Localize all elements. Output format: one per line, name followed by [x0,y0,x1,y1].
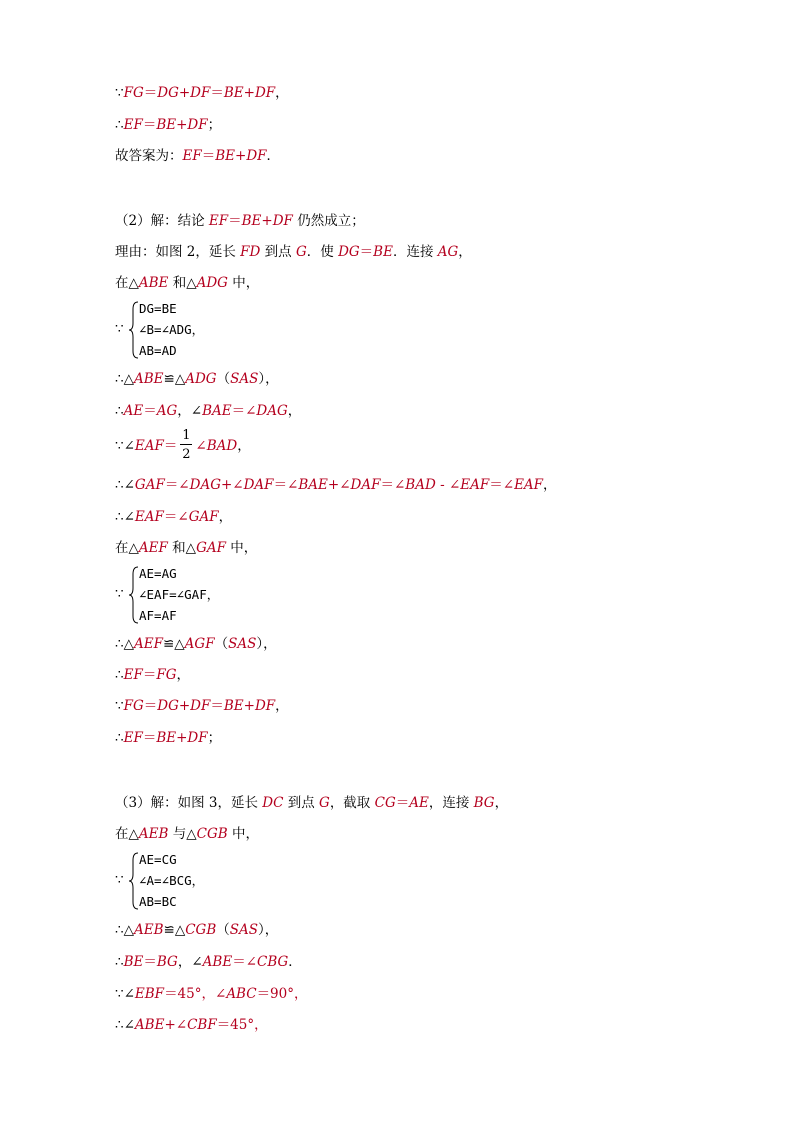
text-segment: ）， [258,922,279,938]
text-segment: ＝90°， [256,986,308,1002]
text-segment: FG [123,85,144,101]
text-segment: + [235,148,247,164]
text-line [115,666,190,684]
text-segment: ＝ [359,244,374,260]
text-segment: 在△ [115,275,139,291]
text-segment: FG [156,667,177,683]
system-row: AF=AF [139,608,177,623]
text-line [115,212,365,230]
text-segment: +∠ [164,1017,188,1033]
text-segment: ＝ [142,730,157,746]
text-segment: AGF [184,636,215,652]
text-segment: DF [187,730,208,746]
text-segment: ＝ [143,403,157,419]
text-line [115,1016,268,1034]
text-segment: ＝∠ [231,403,257,419]
text-segment: + [178,698,191,714]
text-segment: ADG [196,275,228,291]
text-segment: ∵∠ [115,438,135,454]
text-segment: （ [214,636,229,652]
text-segment: ABE [133,371,164,387]
text-segment: EAF [134,438,164,454]
text-segment: ≌△ [163,922,186,938]
text-segment: +∠ [327,477,351,493]
text-segment: BE [156,117,177,133]
text-segment: AE [123,403,144,419]
text-segment: AEF [133,636,163,652]
text-segment: ABE [134,1017,165,1033]
text-segment: ∴∠ [115,1017,135,1033]
text-segment: + [243,698,255,714]
text-segment: ∵ [115,698,124,714]
text-segment: ＝∠ [164,477,190,493]
text-segment: ． [288,954,302,970]
text-line [115,116,221,134]
text-segment: （2）解：结论 [115,213,209,229]
text-segment: ≌△ [163,371,186,387]
equation-system [115,566,315,624]
text-segment: 中， [227,275,260,291]
text-segment: ABC [226,986,257,1002]
text-segment: ， [543,477,557,493]
text-line [115,697,289,715]
text-segment: BE [123,954,144,970]
text-segment: SAS [230,371,259,387]
text-segment: ∵∠ [115,986,135,1002]
text-segment: FG [123,698,144,714]
text-segment: 在△ [115,540,139,556]
text-segment: ＝ [142,667,157,683]
text-segment: ADG [185,371,217,387]
text-line [115,402,301,420]
text-line [115,635,277,653]
text-segment: ＝ [163,438,178,454]
text-segment: + [243,85,255,101]
text-segment: ＝∠ [380,477,406,493]
text-segment: +∠ [220,477,244,493]
text-segment: SAS [228,636,257,652]
text-line [115,428,251,462]
text-segment: DG [157,698,179,714]
text-line [115,147,280,165]
text-segment: ＝ [228,213,242,229]
text-segment: ∴ [115,954,124,970]
text-segment: EF [123,117,143,133]
text-segment: 到点 [260,244,296,260]
system-row: ∠A=∠BCG， [139,873,205,888]
text-segment: ≌△ [162,636,185,652]
text-segment: AE [409,795,429,811]
text-segment: - ∠ [435,477,461,493]
system-row: ∠B=∠ADG， [139,322,205,337]
text-segment: DG [338,244,360,260]
text-segment: ∴∠ [115,509,135,525]
text-segment: ＝ [210,85,224,101]
text-segment: GAF [196,540,226,556]
text-segment: AEB [133,922,164,938]
system-row: ∠EAF=∠GAF， [139,587,220,602]
fraction-one-half: $\frac{1}{2}$ [182,428,191,462]
text-segment: DF [187,117,208,133]
text-segment: AG [437,244,459,260]
text-line [115,274,259,292]
text-line [115,508,232,526]
text-segment: SAS [229,922,259,938]
text-segment: GAF [188,509,219,525]
text-segment: ，截取 [329,795,375,811]
text-segment: + [261,213,273,229]
text-segment: BE [241,213,262,229]
text-line [115,539,257,557]
text-segment: CBF [187,1017,217,1033]
text-segment: ，∠ [177,403,203,419]
text-segment: （ [216,371,231,387]
text-segment: AEB [138,826,169,842]
text-segment: BE [156,730,177,746]
text-segment: AEF [138,540,168,556]
text-segment: EAF [134,509,164,525]
text-segment: DF [272,213,293,229]
text-segment: ； [207,730,222,746]
text-segment: BAD [405,477,436,493]
text-segment: ）， [258,371,279,387]
text-segment: 和△ [167,540,197,556]
text-segment: DAF [243,477,274,493]
text-segment: 仍然成立； [292,213,365,229]
text-segment: ， [494,795,509,811]
text-segment: AG [156,403,178,419]
equation-system [115,852,315,910]
because-symbol: ∵ [115,321,124,337]
text-segment: EF [208,213,229,229]
text-segment: DF [246,148,267,164]
text-line [115,825,259,843]
text-segment: BAE [202,403,232,419]
text-segment: FD [240,244,261,260]
line-part [115,438,177,454]
text-segment: ∴∠ [115,477,135,493]
text-segment: 到点 [283,795,320,811]
left-brace-icon [129,566,139,624]
text-segment: EAF [514,477,544,493]
text-segment: CBG [257,954,289,970]
line-part [195,438,250,454]
text-segment: ＝ [143,954,157,970]
text-segment: EF [182,148,202,164]
text-line [115,476,557,494]
text-line [115,921,278,939]
text-line [115,243,472,261]
because-symbol: ∵ [115,586,124,602]
text-segment: BG [473,795,495,811]
text-segment: EF [123,667,143,683]
text-line [115,84,289,102]
text-segment: EF [123,730,143,746]
text-segment: ＝ [210,698,224,714]
text-segment: CGB [185,922,217,938]
text-segment: ∴△ [115,922,134,938]
text-segment: ＝ [143,85,158,101]
text-line [115,794,508,812]
text-segment: 理由：如图 2，延长 [115,244,241,260]
text-line [115,985,308,1003]
text-segment: ； [207,117,222,133]
text-segment: ∴△ [115,371,134,387]
text-segment: ．使 [306,244,339,260]
text-segment: BAE [298,477,328,493]
text-segment: ， [237,438,251,454]
text-segment: ∴△ [115,636,134,652]
system-row: AB=AD [139,343,177,358]
text-segment: DC [262,795,284,811]
text-segment: ， [287,403,302,419]
text-segment: DG [157,85,179,101]
text-line [115,370,279,388]
text-segment: ＝45°，∠ [164,986,227,1002]
because-symbol: ∵ [115,872,124,888]
text-segment: DAG [256,403,288,419]
text-segment: ABE [138,275,169,291]
text-segment: ＝∠ [273,477,299,493]
text-segment: BE [373,244,393,260]
text-line [115,729,221,747]
text-segment: + [176,730,188,746]
text-segment: ． [266,148,281,164]
text-segment: 和△ [168,275,197,291]
text-segment: 故答案为： [115,148,183,164]
left-brace-icon [129,301,139,359]
text-segment: ， [218,509,233,525]
text-segment: ∠ [195,438,207,454]
text-segment: ＝∠ [489,477,515,493]
text-segment: CGB [196,826,228,842]
left-brace-icon [129,852,139,910]
text-segment: ＝ [395,795,410,811]
text-segment: ）， [256,636,277,652]
text-segment: ∵ [115,85,124,101]
text-segment: + [178,85,191,101]
text-segment: ＝ [201,148,216,164]
text-segment: ＝∠ [163,509,189,525]
text-segment: （3）解：如图 3，延长 [115,795,263,811]
text-segment: ＝ [142,117,157,133]
text-segment: ABE [202,954,233,970]
text-segment: EAF [460,477,490,493]
text-line [115,953,302,971]
text-segment: BG [156,954,178,970]
system-row: AE=AG [139,566,177,581]
text-segment: DF [190,698,211,714]
text-segment: ＝45°， [216,1017,268,1033]
text-segment: BE [215,148,236,164]
text-segment: CG [374,795,396,811]
system-row: AB=BC [139,894,177,909]
text-segment: BE [223,85,244,101]
text-segment: 中， [225,540,258,556]
text-segment: ， [275,698,289,714]
text-segment: DF [190,85,211,101]
text-segment: ∴ [115,403,124,419]
text-segment: G [295,244,307,260]
text-segment: EBF [134,986,165,1002]
text-segment: ．连接 [392,244,438,260]
text-segment: ，∠ [177,954,203,970]
text-segment: BE [223,698,244,714]
text-segment: ＝ [143,698,158,714]
text-segment: （ [216,922,230,938]
text-segment: ， [458,244,472,260]
equation-system [115,301,315,359]
text-segment: ∴ [115,730,124,746]
text-segment: 在△ [115,826,139,842]
text-segment: DF [254,698,276,714]
text-segment: ， [176,667,190,683]
text-segment: ∴ [115,117,124,133]
text-segment: + [176,117,188,133]
text-segment: ∴ [115,667,124,683]
text-segment: ，连接 [428,795,474,811]
system-row: AE=CG [139,852,177,867]
text-segment: ， [275,85,289,101]
text-segment: DAG [189,477,221,493]
text-segment: DAF [350,477,381,493]
text-segment: ＝∠ [232,954,257,970]
system-row: DG=BE [139,301,177,316]
text-segment: 与△ [168,826,197,842]
text-segment: G [319,795,330,811]
text-segment: GAF [134,477,165,493]
text-segment: BAD [206,438,238,454]
text-segment: DF [254,85,276,101]
text-segment: 中， [227,826,259,842]
